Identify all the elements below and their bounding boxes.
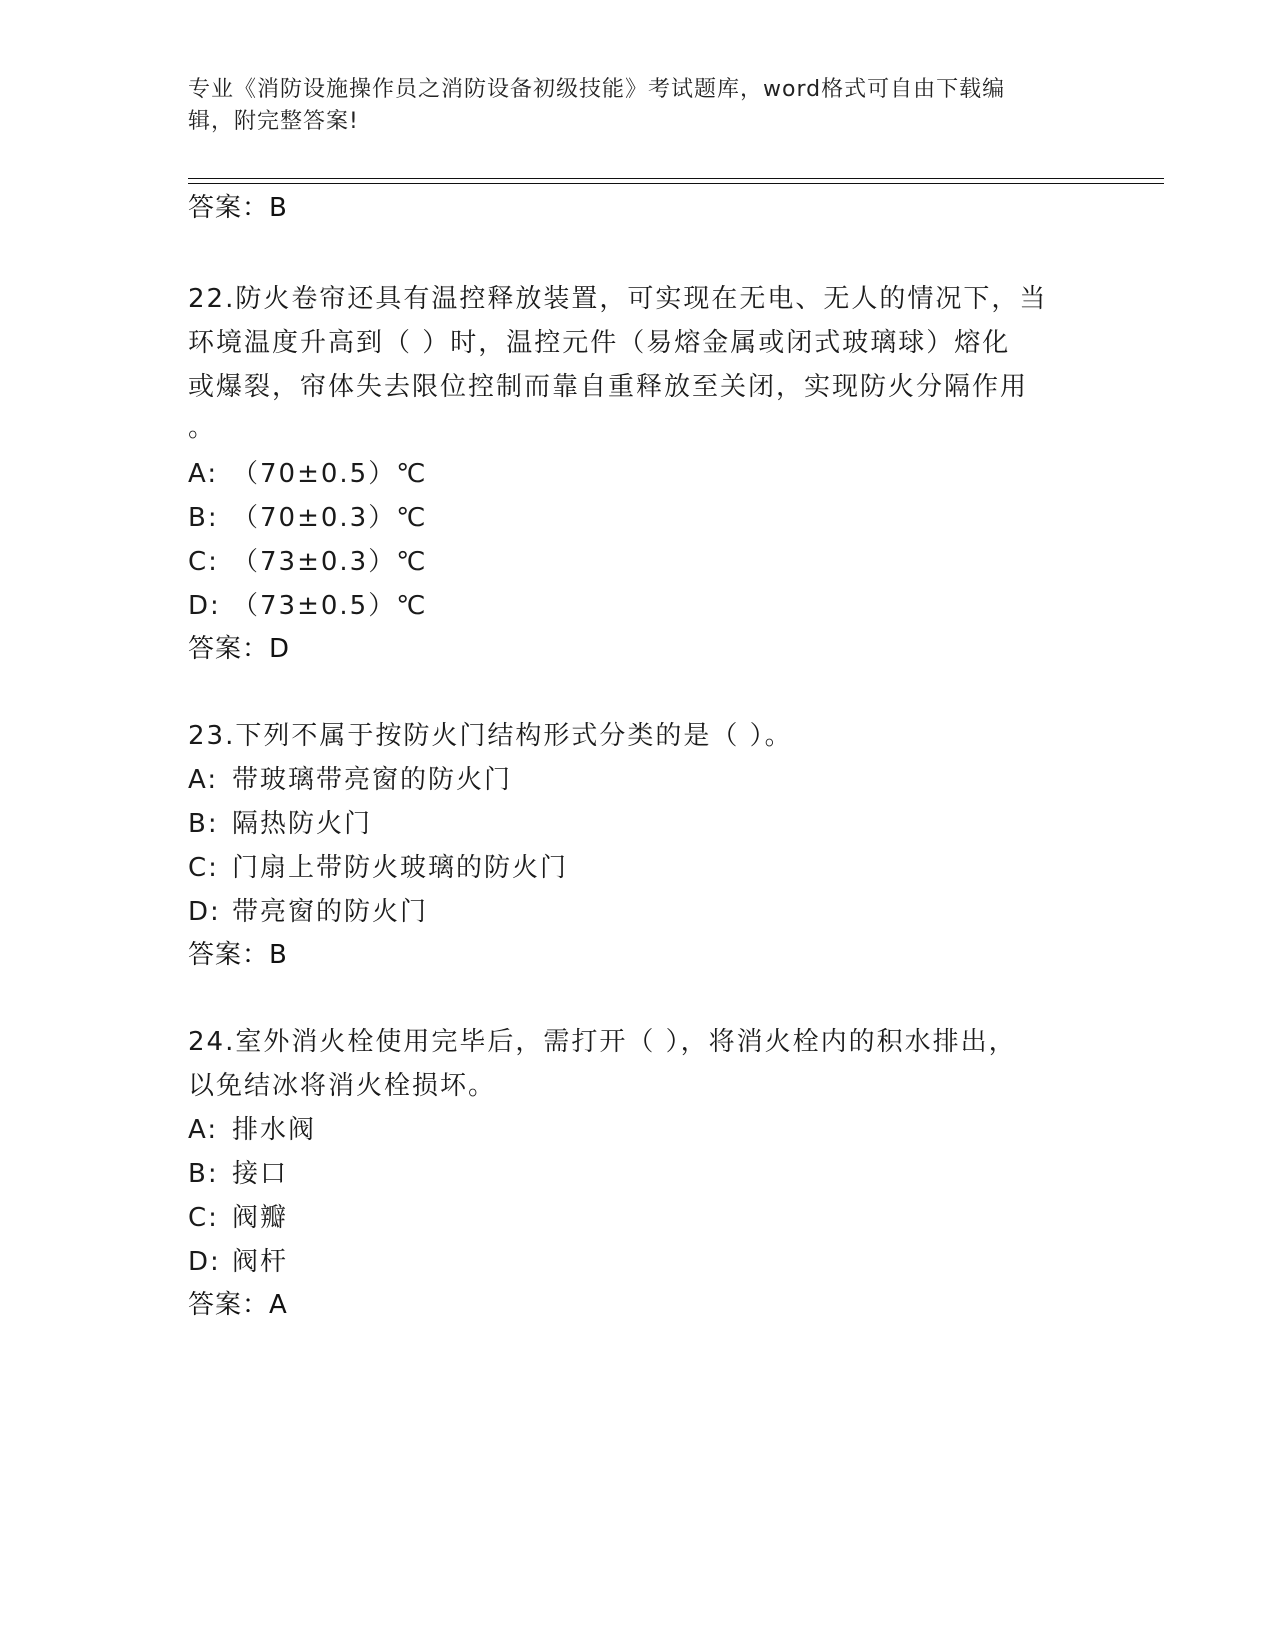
- option-key: D:: [188, 1247, 221, 1277]
- option-text: 排水阀: [232, 1115, 317, 1145]
- answer-previous: 答案：B: [188, 193, 288, 223]
- q22-option-b: [188, 500, 427, 536]
- q24-option-d: [188, 1244, 288, 1280]
- option-text: （70±0.5）℃: [232, 459, 428, 489]
- option-key: D:: [188, 897, 221, 927]
- option-key: B:: [188, 1159, 219, 1189]
- option-key: C:: [188, 1203, 219, 1233]
- option-key: B:: [188, 809, 219, 839]
- q24-stem-line-2: 以免结冰将消火栓损坏。: [188, 1071, 497, 1101]
- q23-option-c: [188, 850, 568, 886]
- q24-option-a: [188, 1112, 316, 1148]
- option-text: （73±0.3）℃: [232, 547, 428, 577]
- q23-answer: 答案：B: [188, 940, 288, 970]
- option-key: C:: [188, 853, 219, 883]
- q22-answer: 答案：D: [188, 634, 291, 664]
- option-text: 阀瓣: [232, 1203, 289, 1233]
- q22-option-a: [188, 456, 427, 492]
- q22-option-c: [188, 544, 427, 580]
- q24-option-b: [188, 1156, 288, 1192]
- q22-stem-line-3: 或爆裂，帘体失去限位控制而靠自重释放至关闭，实现防火分隔作用: [188, 372, 1029, 402]
- option-key: C:: [188, 547, 219, 577]
- option-text: （73±0.5）℃: [232, 591, 428, 621]
- header-line-1: 专业《消防设施操作员之消防设备初级技能》考试题库，word格式可自由下载编: [188, 77, 1006, 102]
- q22-option-d: [188, 588, 427, 624]
- option-text: 隔热防火门: [232, 809, 373, 839]
- header-rule-bottom: [188, 183, 1164, 184]
- option-key: A:: [188, 1115, 219, 1145]
- q22-stem-line-4: 。: [188, 413, 217, 443]
- q23-option-b: [188, 806, 372, 842]
- option-text: 带玻璃带亮窗的防火门: [232, 765, 513, 795]
- q23-option-d: [188, 894, 428, 930]
- document-header: [188, 74, 1088, 138]
- option-text: 门扇上带防火玻璃的防火门: [232, 853, 569, 883]
- option-key: A:: [188, 459, 219, 489]
- q24-answer: 答案：A: [188, 1290, 288, 1320]
- q22-stem-line-2: 环境温度升高到（ ）时，温控元件（易熔金属或闭式玻璃球）熔化: [188, 328, 1011, 358]
- option-key: A:: [188, 765, 219, 795]
- option-key: B:: [188, 503, 219, 533]
- header-line-2: 辑，附完整答案!: [188, 109, 359, 134]
- option-text: （70±0.3）℃: [232, 503, 428, 533]
- header-rule-top: [188, 178, 1164, 179]
- option-text: 阀杆: [232, 1247, 289, 1277]
- q24-stem-line-1: 24.室外消火栓使用完毕后，需打开（ ），将消火栓内的积水排出，: [188, 1027, 1017, 1057]
- q24-option-c: [188, 1200, 288, 1236]
- option-text: 接口: [232, 1159, 289, 1189]
- q23-option-a: [188, 762, 512, 798]
- q23-stem-line-1: 23.下列不属于按防火门结构形式分类的是（ ）。: [188, 721, 793, 751]
- option-text: 带亮窗的防火门: [232, 897, 429, 927]
- option-key: D:: [188, 591, 221, 621]
- q22-stem-line-1: 22.防火卷帘还具有温控释放装置，可实现在无电、无人的情况下，当: [188, 284, 1048, 314]
